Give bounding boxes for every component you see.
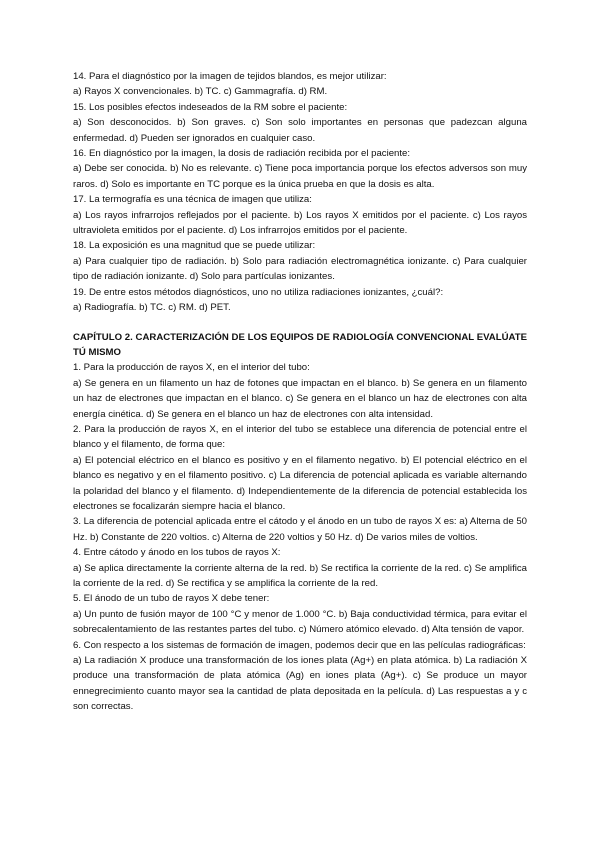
chapter-heading: CAPÍTULO 2. CARACTERIZACIÓN DE LOS EQUIPOS DE RADIOLOGÍA CONVENCIONAL EVALÚATE TÚ MISMO bbox=[73, 331, 527, 358]
question-4: 4. Entre cátodo y ánodo en los tubos de rayos X: bbox=[73, 547, 281, 559]
answers-19: a) Radiografía. b) TC. c) RM. d) PET. bbox=[73, 302, 231, 314]
question-15: 15. Los posibles efectos indeseados de la RM sobre el paciente: bbox=[73, 101, 348, 113]
answers-18: a) Para cualquier tipo de radiación. b) Solo para radiación electromagnética ionizante. c) Para cualquier tipo de radiación ionizante. d) Solo para partículas ionizantes. bbox=[73, 255, 527, 283]
question-18: 18. La exposición es una magnitud que se puede utilizar: bbox=[73, 240, 316, 252]
answers-6: a) La radiación X produce una transformación de los iones plata (Ag+) en plata atómica. b) La radiación X produce una transformación de plata atómica (Ag) en iones plata (Ag+). c) Se produce un mayor ennegrecimiento cuanto mayor sea la cantidad de plata depositada en la película. d) Las respuestas a y c son correctas. bbox=[73, 655, 527, 713]
question-14: 14. Para el diagnóstico por la imagen de tejidos blandos, es mejor utilizar: bbox=[73, 71, 387, 82]
answers-1: a) Se genera en un filamento un haz de fotones que impactan en el blanco. b) Se genera en un filamento un haz de electrones que impactan en el blanco. c) Se genera en el blanco un haz de electrones con alta energía cinética. d) Se genera en el blanco un haz de electrones con alta intensidad. bbox=[73, 377, 527, 420]
question-2: 2. Para la producción de rayos X, en el interior del tubo se establece una diferencia de potencial entre el blanco y el filamento, de forma que: bbox=[73, 423, 527, 451]
question-5: 5. El ánodo de un tubo de rayos X debe tener: bbox=[73, 593, 270, 605]
questions-section-1 bbox=[73, 69, 527, 316]
question-16: 16. En diagnóstico por la imagen, la dosis de radiación recibida por el paciente: bbox=[73, 148, 411, 160]
answers-15: a) Son desconocidos. b) Son graves. c) Son solo importantes en personas que padezcan alguna enfermedad. d) Pueden ser ignorados en cualquier caso. bbox=[73, 117, 527, 144]
question-3: 3. La diferencia de potencial aplicada entre el cátodo y el ánodo en un tubo de rayos X es: a) Alterna de 50 Hz. b) Constante de 220 voltios. c) Alterna de 220 voltios y 50 Hz. d) De varios miles de voltios. bbox=[73, 516, 527, 543]
answers-16: a) Debe ser conocida. b) No es relevante. c) Tiene poca importancia porque los efectos adversos son muy raros. d) Solo es importante en TC porque es la única prueba en que la dosis es alta. bbox=[73, 163, 527, 190]
question-1: 1. Para la producción de rayos X, en el interior del tubo: bbox=[73, 362, 310, 374]
document-page bbox=[73, 69, 527, 715]
questions-section-2 bbox=[73, 360, 527, 714]
answers-2: a) El potencial eléctrico en el blanco es positivo y en el filamento negativo. b) El potencial eléctrico en el blanco es negativo y en el filamento positivo. c) La diferencia de potencial aplicada es variable alternando la polaridad del blanco y el filamento. d) Independientemente de la diferencia de potencial establecida los electrones se focalizarán siempre hacia el blanco. bbox=[73, 454, 527, 512]
answers-4: a) Se aplica directamente la corriente alterna de la red. b) Se rectifica la corriente de la red. c) Se amplifica la corriente de la red. d) Se rectifica y se amplifica la corriente de la red. bbox=[73, 562, 527, 589]
question-19: 19. De entre estos métodos diagnósticos, uno no utiliza radiaciones ionizantes, ¿cuál?: bbox=[73, 286, 444, 298]
answers-5: a) Un punto de fusión mayor de 100 °C y menor de 1.000 °C. b) Baja conductividad térmica, para evitar el sobrecalentamiento de las restantes partes del tubo. c) Número atómico elevado. d) Alta tensión de vapor. bbox=[73, 608, 527, 636]
question-6: 6. Con respecto a los sistemas de formación de imagen, podemos decir que en las películas radiográficas: bbox=[73, 639, 526, 651]
answers-17: a) Los rayos infrarrojos reflejados por el paciente. b) Los rayos X emitidos por el paciente. c) Los rayos ultravioleta emitidos por el paciente. d) Los infrarrojos emitidos por el paciente. bbox=[73, 209, 527, 237]
question-17: 17. La termografía es una técnica de imagen que utiliza: bbox=[73, 194, 312, 206]
answers-14: a) Rayos X convencionales. b) TC. c) Gammagrafía. d) RM. bbox=[73, 86, 328, 98]
